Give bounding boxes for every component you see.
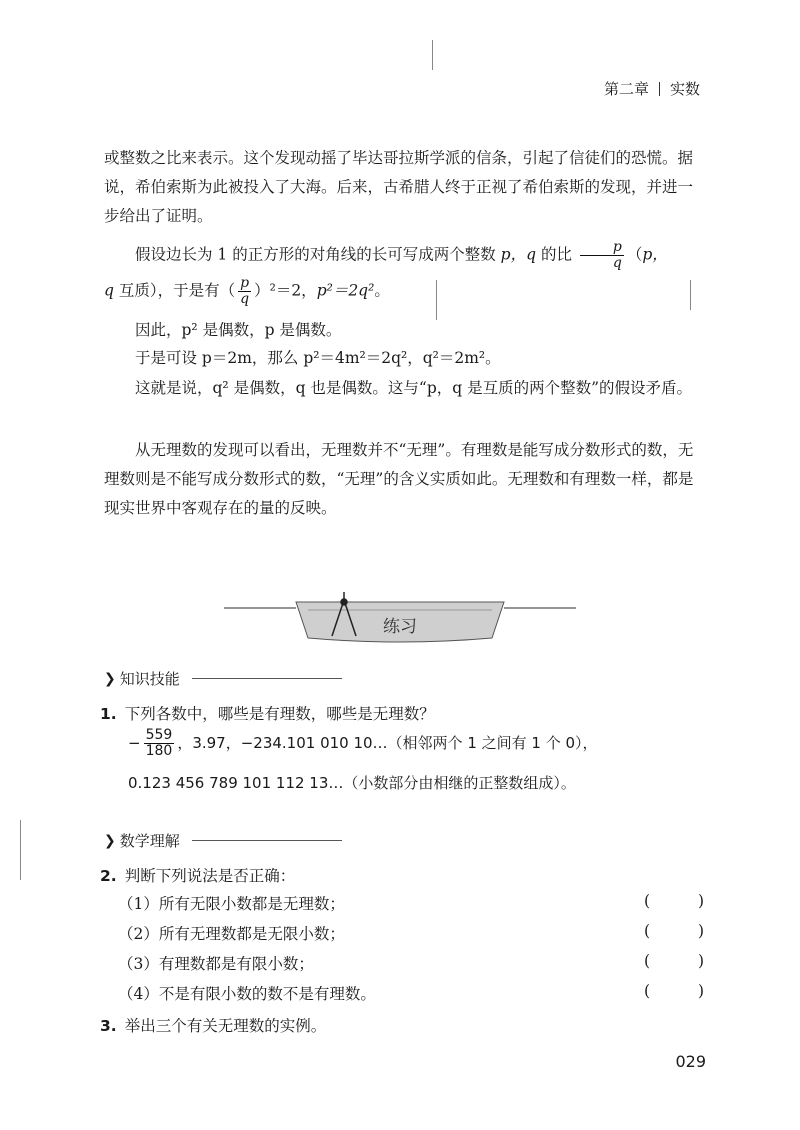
proof2-text-d: ²＝2，	[269, 281, 317, 300]
section-rule	[192, 678, 342, 679]
item-text: （2）所有无理数都是无限小数；	[118, 925, 345, 943]
question-2-item-3	[118, 952, 708, 974]
paren-close: )	[697, 952, 704, 970]
proof-line-1	[104, 240, 704, 271]
proof-text-d: p，	[642, 245, 668, 264]
chevron-right-icon: ❯	[104, 832, 116, 849]
question-text: 判断下列说法是否正确：	[124, 867, 296, 885]
question-number: 2.	[100, 867, 117, 885]
exercise-banner-graphic	[224, 590, 576, 650]
item-text: （1）所有无限小数都是无理数；	[118, 895, 345, 913]
minus-sign: −	[128, 734, 141, 752]
proof-line-4: 于是可设 p＝2m，那么 p²＝4m²＝2q²，q²＝2m²。	[135, 349, 501, 367]
question-text: 下列各数中，哪些是有理数，哪些是无理数？	[124, 705, 435, 723]
section-title: 数学理解	[119, 832, 180, 850]
section-math-understanding	[104, 830, 342, 851]
answer-blank[interactable]	[644, 982, 708, 1004]
question-number: 1.	[100, 705, 117, 723]
proof-line-5: 这就是说，q² 是偶数，q 也是偶数。这与“p，q 是互质的两个整数”的假设矛盾。	[135, 379, 693, 397]
item-text: （4）不是有限小数的数不是有理数。	[118, 985, 376, 1003]
answer-blank[interactable]	[644, 892, 708, 914]
paren-close: )	[697, 892, 704, 910]
proof-text-a: 假设边长为 1 的正方形的对角线的长可写成两个整数	[135, 245, 501, 264]
paragraph-conclusion: 从无理数的发现可以看出，无理数并不“无理”。有理数是能写成分数形式的数，无理数则是不能写成分数形式的数，“无理”的含义实质如此。无理数和有理数一样，都是现实世界中客观存在的量的反映。	[104, 441, 694, 517]
scan-artifact	[20, 820, 21, 880]
frac-numerator: 559	[145, 727, 173, 743]
scan-artifact	[432, 40, 433, 70]
chapter-label: 第二章	[603, 80, 649, 98]
proof2-period: 。	[374, 281, 390, 300]
proof2-text-c: ）	[254, 281, 270, 300]
fraction-p-over-q	[580, 240, 624, 271]
paren-open: (	[644, 892, 651, 910]
answer-blank[interactable]	[644, 952, 708, 974]
exercise-banner-label: 练习	[383, 617, 417, 637]
frac2-numerator: p	[240, 275, 250, 291]
scan-artifact	[690, 280, 691, 310]
numbers-text: ，3.97，−234.101 010 10…（相邻两个 1 之间有 1 个 0），	[177, 734, 598, 752]
question-1	[100, 702, 435, 724]
question-2-item-4	[118, 982, 708, 1004]
proof2-text-b: 互质），于是有（	[113, 281, 236, 300]
question-number: 3.	[100, 1017, 117, 1035]
proof-vars: p，q	[500, 245, 537, 264]
frac-denominator: q	[612, 255, 622, 271]
proof-line-2	[104, 276, 704, 307]
frac-numerator: p	[580, 240, 624, 256]
scan-artifact	[436, 280, 437, 320]
page-number: 029	[675, 1052, 706, 1071]
chevron-right-icon: ❯	[104, 670, 116, 687]
paren-open: (	[644, 982, 651, 1000]
paragraph-intro: 或整数之比来表示。这个发现动摇了毕达哥拉斯学派的信条，引起了信徒们的恐慌。据说，希伯索斯为此被投入了大海。后来，古希腊人终于正视了希伯索斯的发现，并进一步给出了证明。	[104, 149, 694, 225]
proof-text-b: 的比	[536, 245, 577, 264]
section-title: 知识技能	[119, 670, 180, 688]
answer-blank[interactable]	[644, 922, 708, 944]
frac-denominator: 180	[145, 743, 173, 759]
paren-open: (	[644, 952, 651, 970]
item-text: （3）有理数都是有限小数；	[118, 955, 314, 973]
proof2-var-q: q	[104, 281, 114, 300]
chapter-title: 实数	[669, 80, 700, 98]
question-2-item-1	[118, 892, 708, 914]
section-rule	[192, 840, 342, 841]
proof2-equation: p²＝2q²	[316, 281, 375, 300]
question-2-item-2	[118, 922, 708, 944]
question-1-numbers-line2: 0.123 456 789 101 112 13…（小数部分由相继的正整数组成）。	[128, 774, 576, 792]
proof-line-3: 因此，p² 是偶数，p 是偶数。	[135, 321, 342, 339]
fraction-p-over-q-2	[238, 276, 251, 307]
question-3	[100, 1014, 326, 1036]
section-knowledge-skills	[104, 668, 342, 689]
frac2-denominator: q	[240, 291, 250, 307]
question-2	[100, 864, 295, 886]
exercise-banner	[224, 590, 576, 650]
running-header	[604, 78, 700, 99]
paren-close: )	[697, 922, 704, 940]
proof-text-c: （	[626, 245, 643, 264]
question-text: 举出三个有关无理数的实例。	[124, 1017, 327, 1035]
question-1-numbers-line1	[128, 728, 598, 759]
paren-close: )	[697, 982, 704, 1000]
paren-open: (	[644, 922, 651, 940]
fraction-559-180	[144, 728, 175, 759]
header-divider	[659, 82, 660, 96]
